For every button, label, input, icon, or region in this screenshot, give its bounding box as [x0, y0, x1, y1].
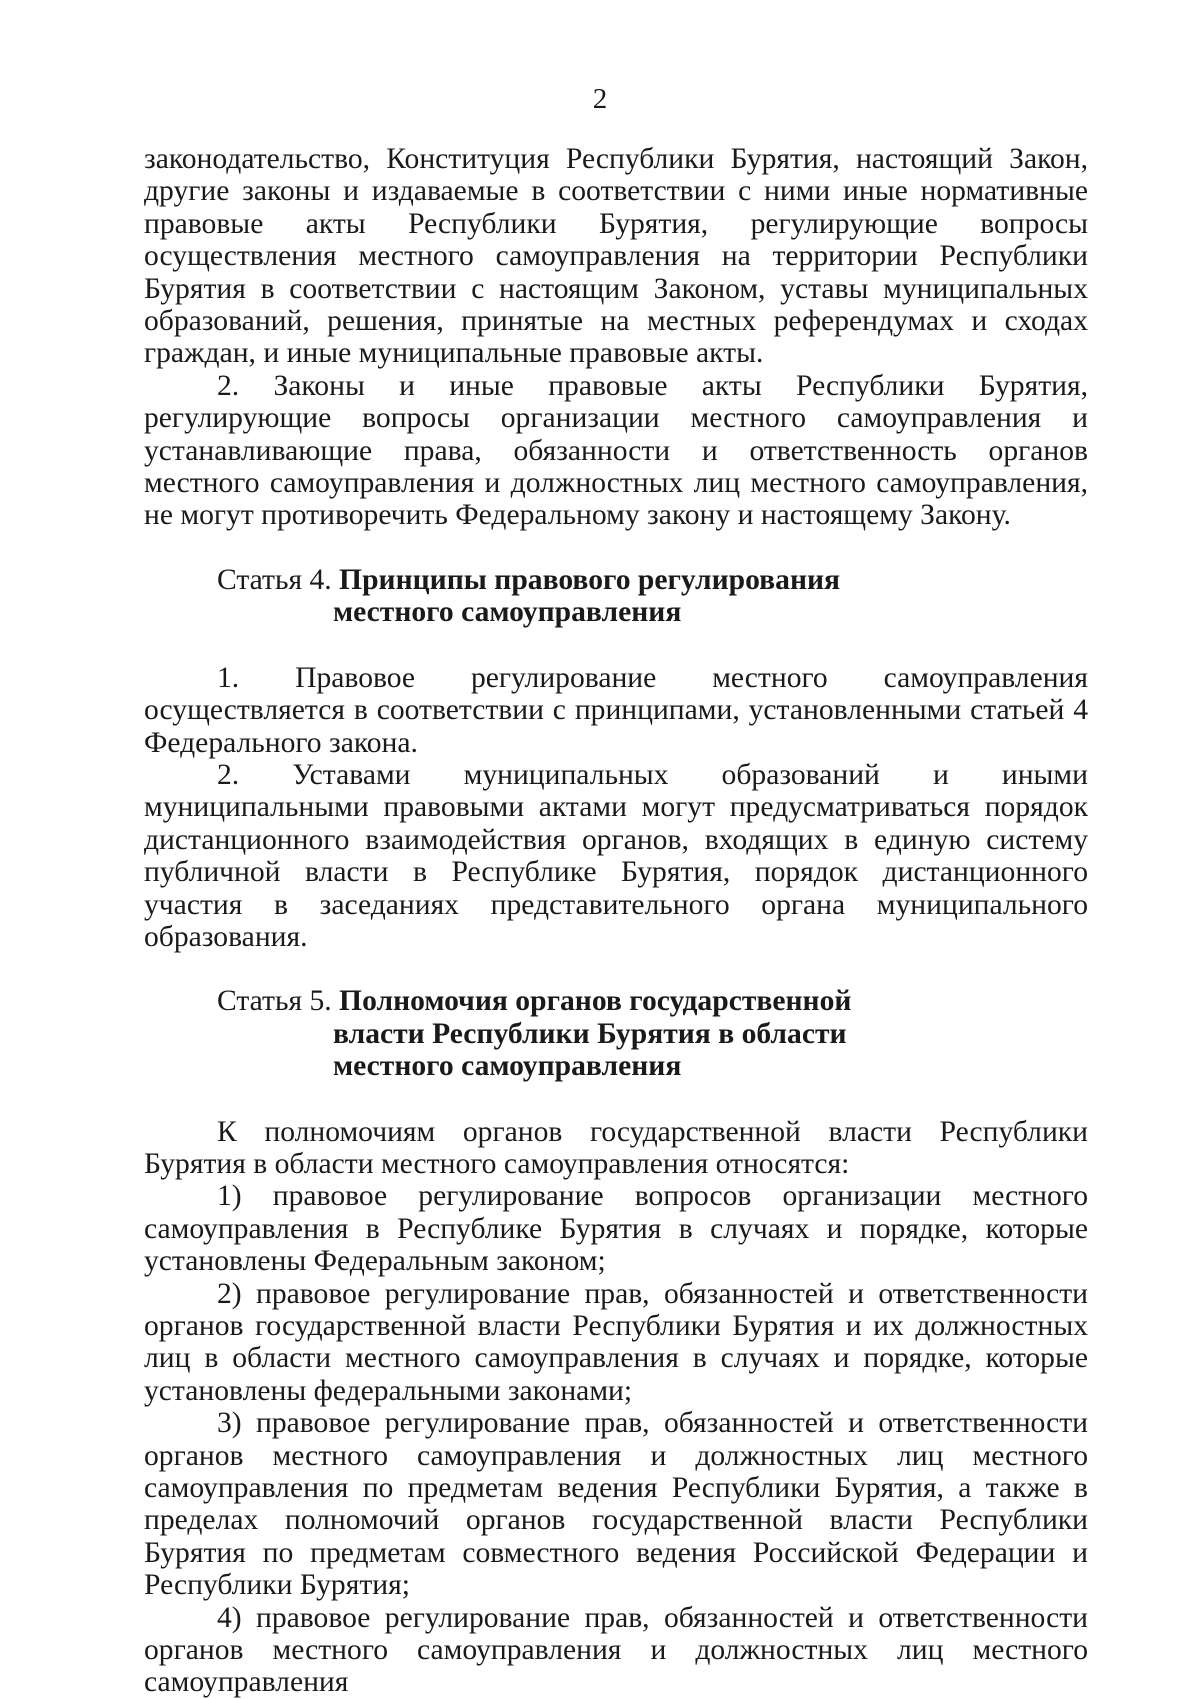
article-4-title-line1: Принципы правового регулирования: [339, 563, 841, 596]
article-4-heading-line1: [217, 564, 1088, 596]
document-body: [144, 143, 1088, 1699]
article-4-heading: [144, 564, 1088, 629]
spacer: [144, 1083, 1088, 1116]
article-5-item-1: 1) правовое регулирование вопросов организации местного самоуправления в Республике Бурятия в случаях и порядке, которые установлены Федеральным законом;: [144, 1180, 1088, 1278]
article-5-intro: К полномочиям органов государственной власти Республики Бурятия в области местного самоуправления относятся:: [144, 1115, 1088, 1180]
article-5-title-line2: власти Республики Бурятия в области: [333, 1017, 847, 1050]
article-5-item-2: 2) правовое регулирование прав, обязанностей и ответственности органов государственной власти Республики Бурятия и их должностных лиц в области местного самоуправления в случаях и порядке, которые установлены федеральными законами;: [144, 1277, 1088, 1407]
spacer: [144, 953, 1088, 985]
article-4-title-line2: местного самоуправления: [333, 596, 682, 629]
article-5-label: Статья 5.: [217, 985, 340, 1018]
article-5-title-line1: Полномочия органов государственной: [339, 985, 852, 1018]
article-5-heading: [144, 985, 1088, 1082]
article-5-item-4: 4) правовое регулирование прав, обязанностей и ответственности органов местного самоуправления и должностных лиц местного самоуправления: [144, 1601, 1088, 1699]
article-5-item-3: 3) правовое регулирование прав, обязанностей и ответственности органов местного самоуправления и должностных лиц местного самоуправления по предметам ведения Республики Бурятия, а также в пределах полномочий органов государственной власти Республики Бурятия по предметам совместного ведения Российской Федерации и Республики Бурятия;: [144, 1407, 1088, 1602]
paragraph-item-2: 2. Законы и иные правовые акты Республики Бурятия, регулирующие вопросы организации местного самоуправления и устанавливающие права, обязанности и ответственность органов местного самоуправления и должностных лиц местного самоуправления, не могут противоречить Федеральному закону и настоящему Закону.: [144, 369, 1088, 532]
paragraph-continuation: законодательство, Конституция Республики Бурятия, настоящий Закон, другие законы и издаваемые в соответствии с ними иные нормативные правовые акты Республики Бурятия, регулирующие вопросы осуществления местного самоуправления на территории Республики Бурятия в соответствии с настоящим Законом, уставы муниципальных образований, решения, принятые на местных референдумах и сходах граждан, и иные муниципальные правовые акты.: [144, 143, 1088, 370]
article-5-heading-line1: [217, 985, 1088, 1017]
page-number: 2: [592, 83, 608, 115]
spacer: [144, 532, 1088, 564]
article-4-paragraph-1: 1. Правовое регулирование местного самоуправления осуществляется в соответствии с принципами, установленными статьей 4 Федерального закона.: [144, 661, 1088, 759]
spacer: [144, 629, 1088, 662]
article-4-label: Статья 4.: [217, 563, 340, 596]
article-5-title-line3: местного самоуправления: [333, 1050, 682, 1083]
article-4-paragraph-2: 2. Уставами муниципальных образований и иными муниципальными правовыми актами могут предусматриваться порядок дистанционного взаимодействия органов, входящих в единую систему публичной власти в Республике Бурятия, порядок дистанционного участия в заседаниях представительного органа муниципального образования.: [144, 758, 1088, 953]
